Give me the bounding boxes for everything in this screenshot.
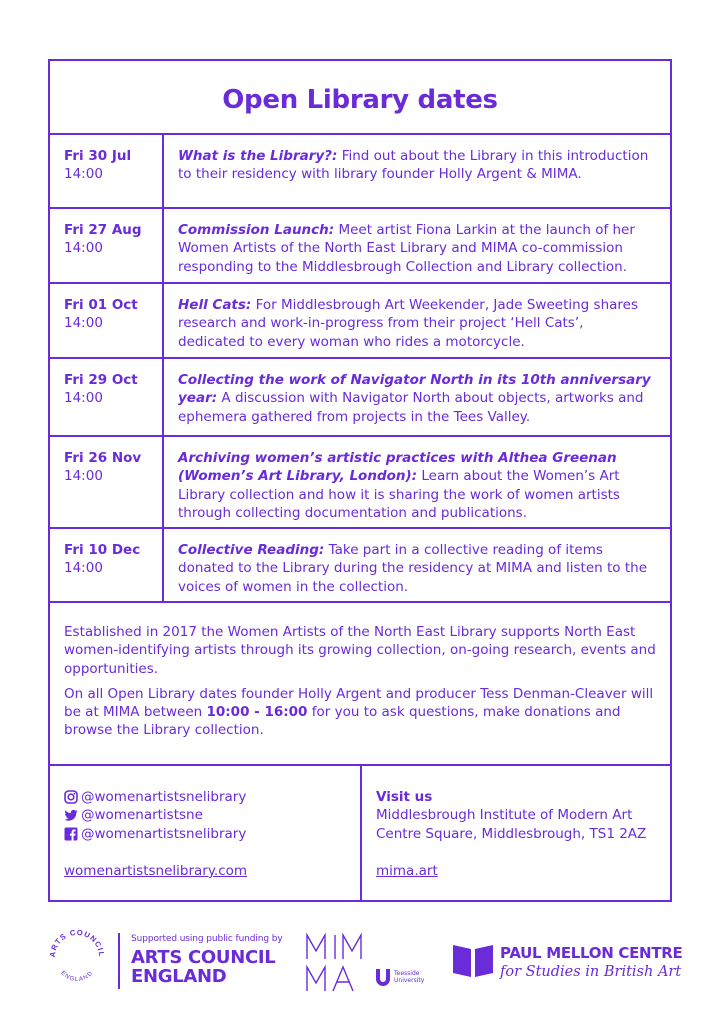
event-heading: Collective Reading: (178, 542, 325, 558)
arts-council-ring-logo (48, 928, 106, 986)
event-day: Fri 26 Nov (64, 450, 142, 466)
event-heading: Archiving women’s artistic practices with Althea Greenan (Women’s Art Library, London): (178, 450, 617, 485)
event-row (50, 529, 670, 601)
event-date (64, 541, 140, 577)
event-row (50, 135, 670, 207)
social-links (64, 788, 247, 880)
event-description (178, 371, 652, 426)
paul-mellon-centre-logo (500, 944, 682, 982)
arts-council-name-line1: ARTS COUNCIL (131, 947, 276, 968)
event-description (178, 147, 652, 184)
event-date (64, 296, 138, 332)
event-text: Take part in a collective reading of items donated to the Library during the residency at MIMA and listen to the voices of women in the collection. (178, 542, 647, 595)
divider (50, 601, 670, 603)
event-time: 14:00 (64, 315, 103, 331)
facebook-icon (64, 827, 78, 841)
ring-top-text: ARTS COUNCIL (48, 928, 106, 958)
event-description (178, 296, 652, 351)
instagram-handle: @womenartistsnelibrary (81, 789, 247, 805)
event-time: 14:00 (64, 166, 103, 182)
teesside-university-name: Teesside University (394, 970, 425, 984)
event-description (178, 449, 652, 522)
event-text: Find out about the Library in this introduction to their residency with library founder Holly Argent & MIMA. (178, 148, 649, 183)
event-description (178, 221, 652, 276)
event-date (64, 371, 138, 407)
mima-logo-text: MIMA (305, 933, 308, 934)
footer-column-divider (360, 764, 362, 902)
logo-separator (118, 933, 120, 989)
opening-hours-text: On all Open Library dates founder Holly Argent and producer Tess Denman-Cleaver will be at MIMA between (64, 685, 654, 721)
facebook-link[interactable] (64, 825, 247, 843)
twitter-link[interactable] (64, 806, 247, 824)
about-section (64, 623, 660, 747)
visit-address-line1: Middlesbrough Institute of Modern Art (376, 807, 633, 824)
svg-text:ENGLAND (59, 970, 95, 983)
arts-council-support-text: Supported using public funding by (131, 934, 283, 944)
library-website-link[interactable]: womenartistsnelibrary.com (64, 862, 248, 879)
arts-council-logo (131, 934, 283, 986)
opening-hours: 10:00 - 16:00 (206, 704, 308, 721)
opening-hours-paragraph (64, 685, 660, 740)
opening-hours-text-end: for you to ask questions, make donations and browse the Library collection. (64, 704, 621, 739)
event-day: Fri 27 Aug (64, 222, 142, 238)
svg-text:ARTS COUNCIL (48, 928, 106, 958)
event-date (64, 221, 142, 257)
event-description (178, 541, 652, 596)
event-time: 14:00 (64, 560, 103, 576)
event-time: 14:00 (64, 240, 103, 256)
arts-council-name-line2: ENGLAND (131, 966, 227, 987)
instagram-icon (64, 790, 78, 804)
twitter-handle: @womenartistsne (81, 807, 203, 824)
event-heading: Commission Launch: (178, 222, 335, 238)
facebook-handle: @womenartistsnelibrary (81, 825, 247, 842)
event-day: Fri 29 Oct (64, 372, 138, 388)
teesside-university-icon (374, 967, 392, 987)
event-text: Learn about the Women’s Art Library collection and how it is sharing the work of women artists through collecting documentation and publications. (178, 468, 620, 521)
event-date (64, 449, 141, 485)
instagram-link[interactable] (64, 788, 247, 806)
event-row (50, 284, 670, 356)
event-day: Fri 10 Dec (64, 542, 141, 558)
pmc-name: PAUL MELLON CENTRE (500, 944, 683, 962)
paul-mellon-centre-icon (453, 943, 493, 979)
mima-website-link[interactable]: mima.art (376, 862, 438, 879)
event-row (50, 437, 670, 527)
visit-section (376, 788, 646, 880)
event-row (50, 359, 670, 431)
twitter-icon (64, 808, 78, 822)
about-paragraph: Established in 2017 the Women Artists of the North East Library supports North East women-identifying artists through its growing collection, on-going research, events and opportunities. (64, 624, 656, 677)
visit-heading: Visit us (376, 789, 433, 805)
event-time: 14:00 (64, 390, 103, 406)
ring-bottom-text: ENGLAND (59, 970, 95, 984)
event-date (64, 147, 131, 183)
event-time: 14:00 (64, 468, 103, 484)
event-day: Fri 01 Oct (64, 297, 138, 313)
visit-address-line2: Centre Square, Middlesbrough, TS1 2AZ (376, 825, 647, 842)
event-day: Fri 30 Jul (64, 148, 132, 164)
sponsor-logos (0, 915, 722, 1015)
event-heading: What is the Library?: (178, 148, 338, 164)
mima-logo (305, 933, 363, 993)
event-heading: Hell Cats: (178, 297, 252, 313)
event-row (50, 209, 670, 281)
poster-frame (48, 59, 672, 902)
pmc-subtitle: for Studies in British Art (500, 964, 682, 980)
page-title: Open Library dates (222, 85, 498, 115)
event-text: A discussion with Navigator North about objects, artworks and ephemera gathered from projects in the Tees Valley. (178, 390, 644, 425)
event-heading: Collecting the work of Navigator North in its 10th anniversary year: (178, 372, 651, 407)
event-text: For Middlesbrough Art Weekender, Jade Sweeting shares research and work-in-progress from their project ‘Hell Cats’, dedicated to every woman who rides a motorcycle. (178, 297, 638, 350)
event-text: Meet artist Fiona Larkin at the launch of her Women Artists of the North East Library and MIMA co-commission responding to the Middlesbrough Collection and Library collection. (178, 222, 635, 275)
